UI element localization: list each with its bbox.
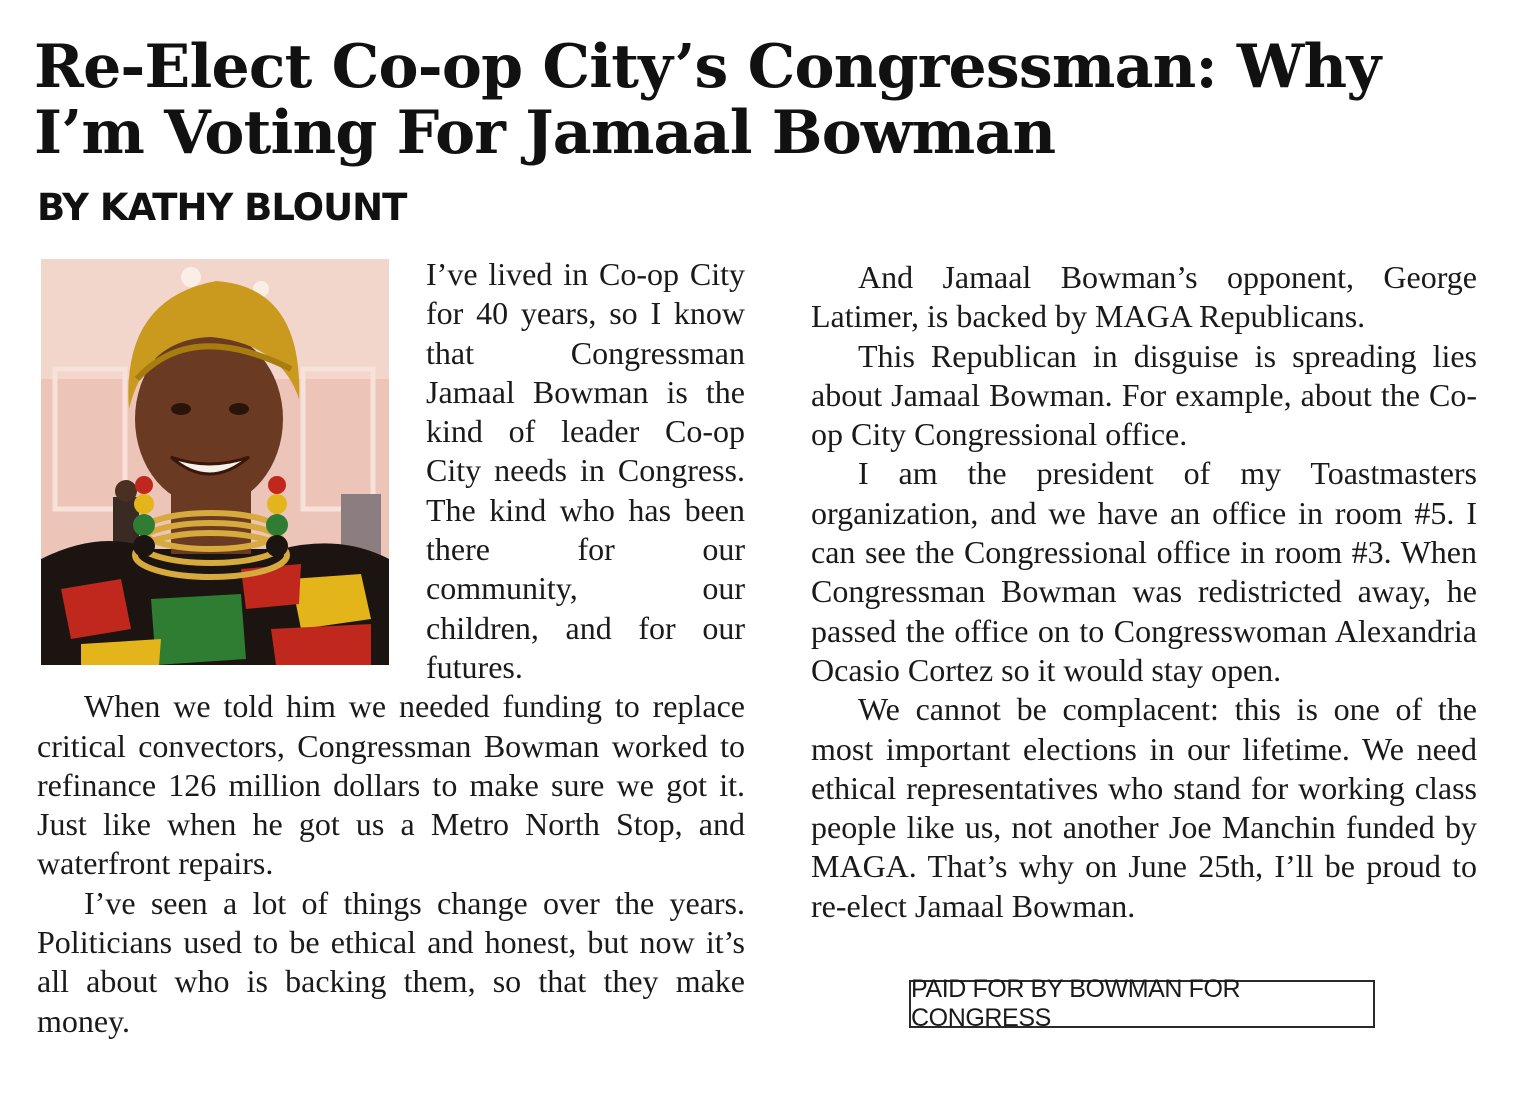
right-paragraph-3: I am the president of my Toastmasters organization, and we have an office in room #5. I can see the Congressional office in room #3. When Congressman Bowman was redistricted away, he passed the office on to Congresswoman Alexandria Ocasio Cortez so it would stay open. (811, 455, 1477, 688)
article-column-left (37, 255, 745, 1041)
article-column-right (811, 258, 1477, 926)
right-paragraph-4: We cannot be complacent: this is one of the most important elections in our lifetime. We need ethical representatives who stand for working class people like us, not another Joe Manchin funded by MAGA. That’s why on June 25th, I’ll be proud to re-elect Jamaal Bowman. (811, 691, 1477, 924)
article-headline: Re-Elect Co-op City’s Congressman: Why I’m Voting For Jamaal Bowman (34, 32, 1381, 168)
right-paragraph-2: This Republican in disguise is spreading lies about Jamaal Bowman. For example, about the Co-op City Congressional office. (811, 337, 1477, 453)
paid-for-notice: PAID FOR BY BOWMAN FOR CONGRESS (909, 980, 1375, 1028)
author-photo (41, 259, 389, 665)
article-byline: BY KATHY BLOUNT (37, 186, 407, 229)
right-paragraph-1: And Jamaal Bowman’s opponent, George Latimer, is backed by MAGA Republicans. (811, 259, 1477, 335)
left-paragraph-3: I’ve seen a lot of things change over the years. Politicians used to be ethical and honest, but now it’s all about who is backing them, so that they make money. (37, 884, 745, 1039)
left-paragraph-1: I’ve lived in Co-op City for 40 years, so I know that Congressman Jamaal Bowman is the kind of leader Co-op City needs in Congress. The kind who has been there for our community, our children, and for our futures. (426, 256, 745, 685)
left-paragraph-2: When we told him we needed funding to replace critical convectors, Congressman Bowman worked to refinance 126 million dollars to make sure we got it. Just like when he got us a Metro North Stop, and waterfront repairs. (37, 688, 745, 882)
author-portrait-image (41, 259, 389, 665)
